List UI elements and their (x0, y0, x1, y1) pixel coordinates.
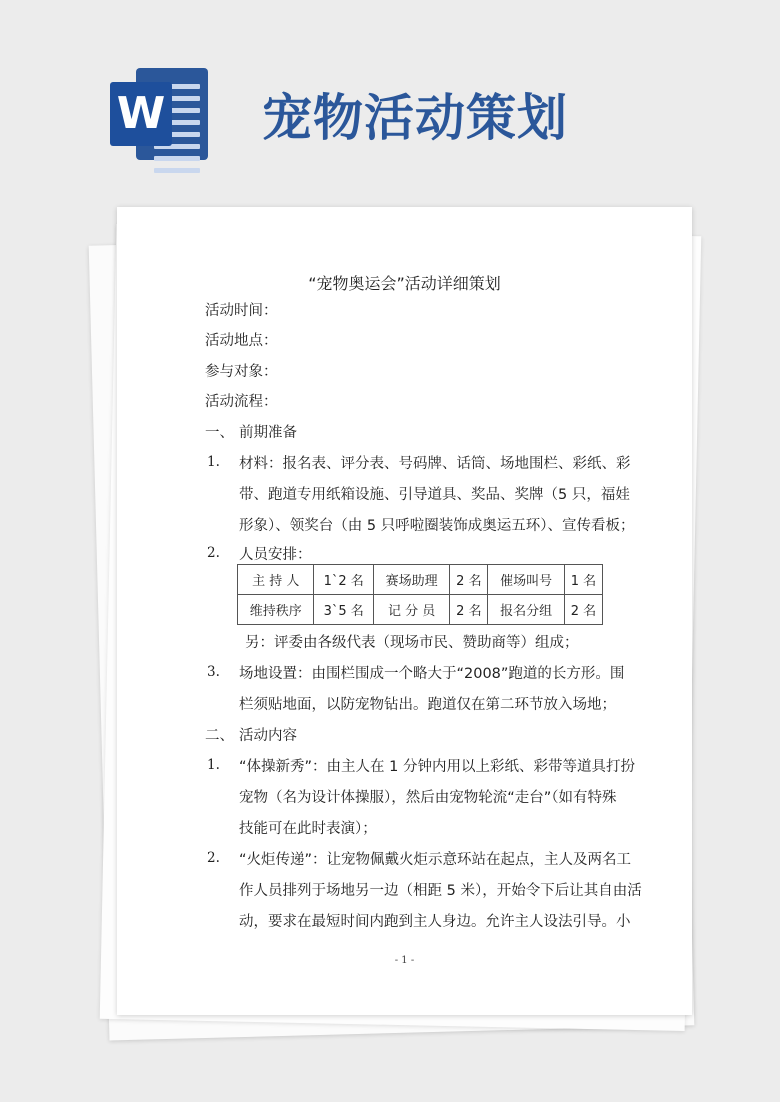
table-cell: 3`5 名 (314, 595, 373, 625)
item-text-line: 形象）、领奖台（由 5 只呼啦圈装饰成奥运五环）、宣传看板； (239, 518, 635, 534)
header-title: 宠物活动策划 (262, 88, 568, 147)
item-text-line: “火炬传递”：让宠物佩戴火炬示意环站在起点，主人及两名工 (239, 852, 632, 868)
item-text-line: 带、跑道专用纸箱设施、引导道具、奖品、奖牌（5 只，福娃 (239, 487, 630, 503)
section2-number: 二、 (205, 728, 234, 744)
document-page (117, 207, 692, 1015)
page-number: - 1 - (394, 955, 415, 966)
word-icon (110, 68, 208, 160)
section1-number: 一、 (205, 425, 234, 441)
field-activity-location: 活动地点： (205, 333, 278, 349)
word-icon-letter: W (110, 82, 172, 146)
section1-heading: 前期准备 (239, 425, 297, 441)
item-text-line: 宠物（名为设计体操服），然后由宠物轮流“走台”（如有特殊 (239, 790, 617, 806)
header-banner (0, 0, 780, 200)
item-text-line: 技能可在此时表演）； (239, 821, 377, 837)
item-text-line: 作人员排列于场地另一边（相距 5 米），开始令下后让其自由活 (239, 883, 642, 899)
staff-table (237, 564, 603, 625)
field-participants: 参与对象： (205, 364, 278, 380)
note-line: 另：评委由各级代表（现场市民、赞助商等）组成； (245, 635, 579, 651)
table-cell: 主 持 人 (238, 565, 314, 595)
item-number: 1. (207, 454, 220, 470)
table-cell: 2 名 (450, 595, 488, 625)
table-cell: 赛场助理 (373, 565, 449, 595)
table-row (238, 595, 603, 625)
item-text-line: 场地设置：由围栏围成一个略大于“2008”跑道的长方形。围 (239, 666, 625, 682)
section2-heading: 活动内容 (239, 728, 297, 744)
table-cell: 1 名 (564, 565, 602, 595)
item-text-line: 材料：报名表、评分表、号码牌、话筒、场地围栏、彩纸、彩 (239, 456, 631, 472)
item-number: 1. (207, 757, 220, 773)
item-text-line: 动，要求在最短时间内跑到主人身边。允许主人设法引导。小 (239, 914, 631, 930)
table-cell: 2 名 (450, 565, 488, 595)
table-cell: 记 分 员 (373, 595, 449, 625)
item-number: 3. (207, 664, 220, 680)
table-cell: 1`2 名 (314, 565, 373, 595)
table-cell: 维持秩序 (238, 595, 314, 625)
item-text-line: “体操新秀”：由主人在 1 分钟内用以上彩纸、彩带等道具打扮 (239, 759, 635, 775)
field-activity-time: 活动时间： (205, 303, 278, 319)
item-number: 2. (207, 850, 220, 866)
table-row (238, 565, 603, 595)
document-title: “宠物奥运会”活动详细策划 (308, 274, 501, 293)
table-cell: 2 名 (564, 595, 602, 625)
item-number: 2. (207, 545, 220, 561)
item-text-line: 栏须贴地面，以防宠物钻出。跑道仅在第二环节放入场地； (239, 697, 616, 713)
field-activity-process: 活动流程： (205, 394, 278, 410)
table-cell: 催场叫号 (488, 565, 564, 595)
table-cell: 报名分组 (488, 595, 564, 625)
item-text-line: 人员安排： (239, 547, 312, 563)
